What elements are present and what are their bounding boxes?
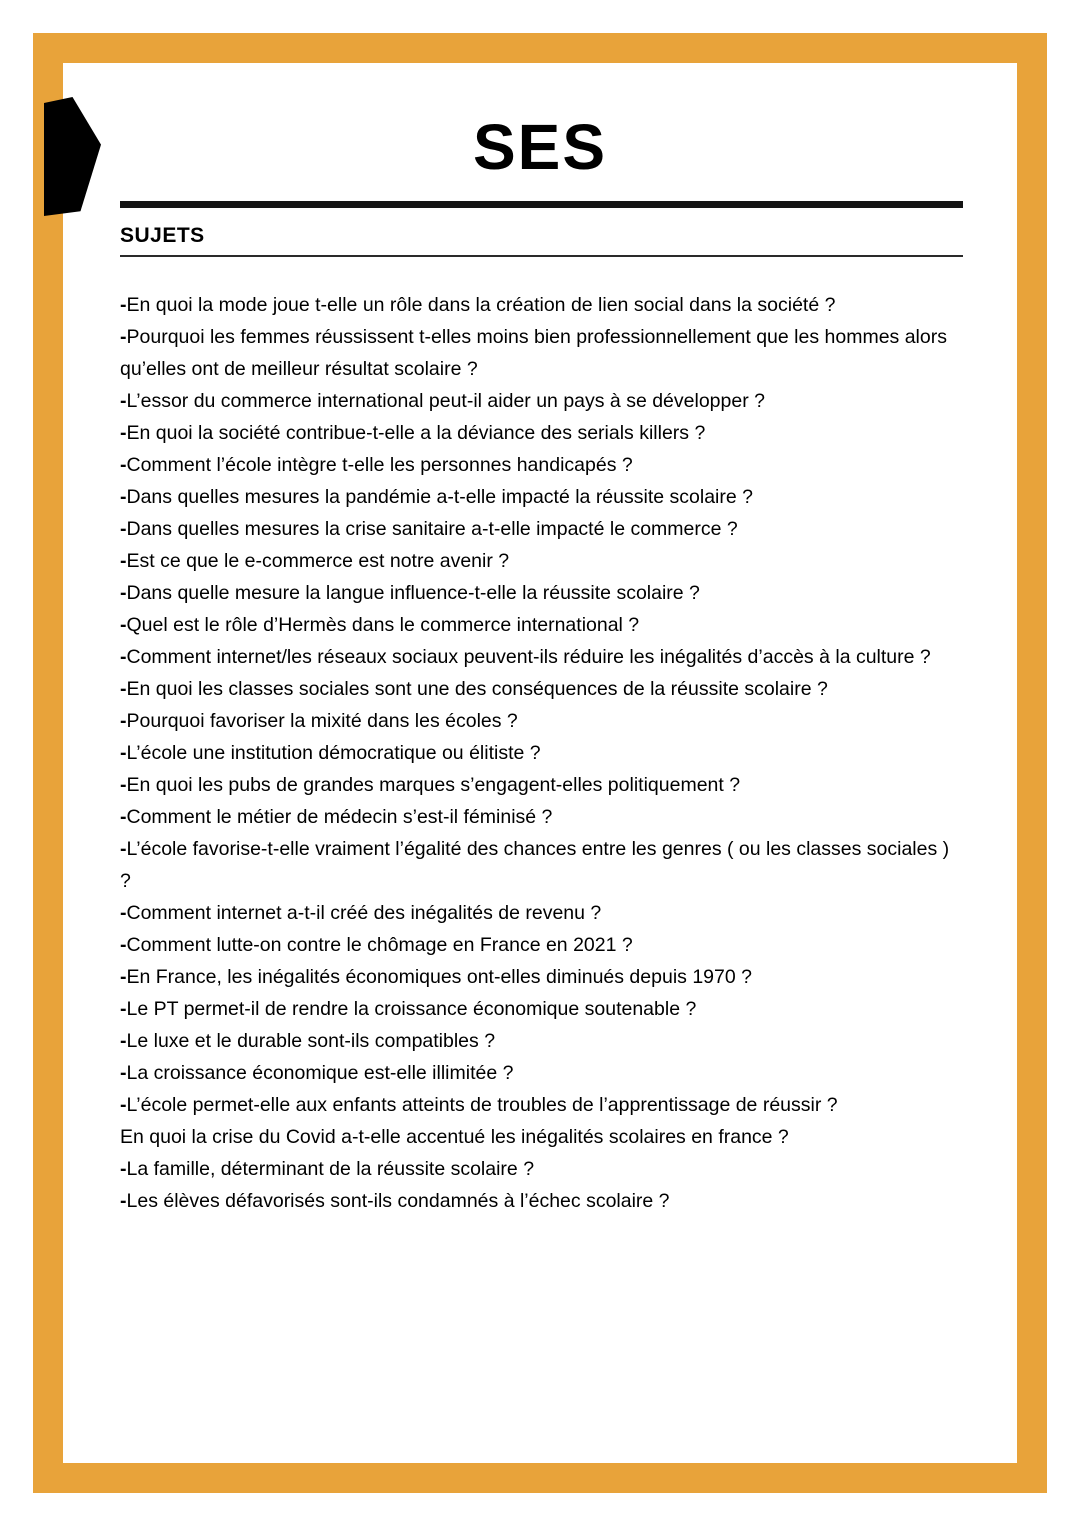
subject-dash: - <box>120 1062 127 1084</box>
subject-item: -En quoi la société contribue-t-elle a la déviance des serials killers ? <box>120 422 706 444</box>
subject-item: -En quoi les classes sociales sont une des conséquences de la réussite scolaire ? <box>120 678 828 700</box>
subject-dash: - <box>120 422 127 444</box>
subjects-list <box>120 289 961 1217</box>
subject-dash: - <box>120 294 127 316</box>
subject-dash: - <box>120 454 127 476</box>
page-title: SES <box>472 111 608 183</box>
subject-dash: - <box>120 838 127 860</box>
subject-dash: - <box>120 998 127 1020</box>
subject-item: -Pourquoi les femmes réussissent t-elles moins bien professionnellement que les hommes alors qu’elles ont de meilleur résultat scolaire ? <box>120 326 947 380</box>
document-page <box>63 63 1017 1463</box>
subject-item: -Comment internet/les réseaux sociaux peuvent-ils réduire les inégalités d’accès à la culture ? <box>120 646 931 668</box>
subject-dash: - <box>120 1094 127 1116</box>
subject-item: -Quel est le rôle d’Hermès dans le commerce international ? <box>120 614 640 636</box>
subject-dash: - <box>120 1030 127 1052</box>
subject-item: -En quoi les pubs de grandes marques s’engagent-elles politiquement ? <box>120 774 741 796</box>
subject-item: -En France, les inégalités économiques ont-elles diminués depuis 1970 ? <box>120 966 752 988</box>
subject-item: -L’école permet-elle aux enfants atteints de troubles de l’apprentissage de réussir ? <box>120 1094 838 1116</box>
subject-item: En quoi la crise du Covid a-t-elle accentué les inégalités scolaires en france ? <box>120 1126 789 1148</box>
subject-item: -Le luxe et le durable sont-ils compatibles ? <box>120 1030 496 1052</box>
subject-dash: - <box>120 806 127 828</box>
subject-item: -L’école une institution démocratique ou élitiste ? <box>120 742 541 764</box>
subject-dash: - <box>120 390 127 412</box>
title-divider <box>120 201 963 208</box>
subject-dash: - <box>120 1190 127 1212</box>
subject-item: -Comment lutte-on contre le chômage en France en 2021 ? <box>120 934 633 956</box>
subject-item: -Comment le métier de médecin s’est-il féminisé ? <box>120 806 553 828</box>
subject-dash: - <box>120 1158 127 1180</box>
subject-dash: - <box>120 614 127 636</box>
subject-item: -Pourquoi favoriser la mixité dans les écoles ? <box>120 710 518 732</box>
subject-dash: - <box>120 774 127 796</box>
subject-item: -Est ce que le e-commerce est notre avenir ? <box>120 550 510 572</box>
subject-item: -Les élèves défavorisés sont-ils condamnés à l’échec scolaire ? <box>120 1190 670 1212</box>
subject-item: -Dans quelles mesures la pandémie a-t-elle impacté la réussite scolaire ? <box>120 486 753 508</box>
subject-dash: - <box>120 486 127 508</box>
subject-dash: - <box>120 742 127 764</box>
subject-dash: - <box>120 934 127 956</box>
subject-dash: - <box>120 646 127 668</box>
subject-dash: - <box>120 550 127 572</box>
subject-dash: - <box>120 710 127 732</box>
subject-item: -Dans quelle mesure la langue influence-t-elle la réussite scolaire ? <box>120 582 700 604</box>
subject-item: -En quoi la mode joue t-elle un rôle dans la création de lien social dans la société ? <box>120 294 836 316</box>
subject-item: -Dans quelles mesures la crise sanitaire a-t-elle impacté le commerce ? <box>120 518 738 540</box>
subject-item: -L’essor du commerce international peut-il aider un pays à se développer ? <box>120 390 765 412</box>
subject-dash: - <box>120 902 127 924</box>
subject-item: -Comment l’école intègre t-elle les personnes handicapés ? <box>120 454 633 476</box>
subject-dash: - <box>120 678 127 700</box>
section-heading: SUJETS <box>120 224 963 257</box>
subject-item: -L’école favorise-t-elle vraiment l’égalité des chances entre les genres ( ou les classes sociales ) ? <box>120 838 950 892</box>
subject-item: -Comment internet a-t-il créé des inégalités de revenu ? <box>120 902 602 924</box>
subject-dash: - <box>120 966 127 988</box>
subject-dash: - <box>120 326 127 348</box>
subject-item: -La famille, déterminant de la réussite scolaire ? <box>120 1158 535 1180</box>
subject-dash: - <box>120 582 127 604</box>
subject-dash: - <box>120 518 127 540</box>
subject-item: -La croissance économique est-elle illimitée ? <box>120 1062 514 1084</box>
subject-item: -Le PT permet-il de rendre la croissance économique soutenable ? <box>120 998 697 1020</box>
